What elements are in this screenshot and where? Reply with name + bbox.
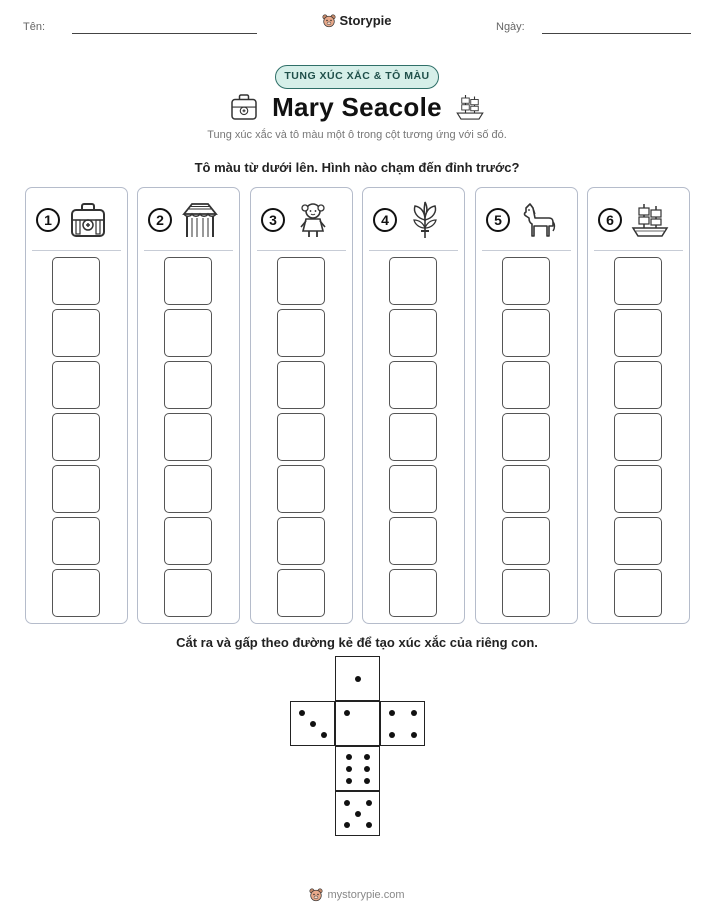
column-header (26, 188, 127, 250)
column-3 (250, 187, 353, 624)
color-cell[interactable] (164, 413, 212, 461)
dice-face-6[interactable] (335, 746, 380, 791)
column-5 (475, 187, 578, 624)
column-number: 1 (36, 208, 60, 232)
color-cell[interactable] (164, 309, 212, 357)
color-cell[interactable] (502, 257, 550, 305)
color-cell[interactable] (389, 361, 437, 409)
column-divider (257, 250, 346, 251)
color-cell[interactable] (52, 361, 100, 409)
horse-icon (518, 200, 558, 240)
color-cell[interactable] (164, 517, 212, 565)
color-cell[interactable] (52, 569, 100, 617)
footer-url[interactable]: mystorypie.com (327, 889, 405, 901)
name-label: Tên: (23, 21, 46, 33)
bear-logo-icon (322, 14, 336, 28)
color-cell[interactable] (502, 465, 550, 513)
color-cell[interactable] (389, 257, 437, 305)
color-cell[interactable] (164, 257, 212, 305)
color-cell[interactable] (614, 361, 662, 409)
color-cell[interactable] (389, 309, 437, 357)
column-header (363, 188, 464, 250)
market-stall-icon (180, 200, 220, 240)
dice-pip (344, 822, 350, 828)
column-4 (362, 187, 465, 624)
ship-icon (630, 200, 670, 240)
column-1 (25, 187, 128, 624)
bear-logo-icon (309, 888, 323, 902)
dice-pip (346, 778, 352, 784)
column-divider (32, 250, 121, 251)
dice-pip (344, 800, 350, 806)
color-cell[interactable] (277, 361, 325, 409)
brand-name: Storypie (339, 13, 392, 28)
dice-pip (344, 710, 350, 716)
brand-logo (0, 13, 714, 33)
column-divider (594, 250, 683, 251)
dice-pip (366, 822, 372, 828)
column-number: 3 (261, 208, 285, 232)
dice-face-4[interactable] (380, 701, 425, 746)
dice-pip (364, 766, 370, 772)
color-cell[interactable] (389, 569, 437, 617)
color-cell[interactable] (164, 465, 212, 513)
dice-pip (355, 676, 361, 682)
medical-bag-icon (68, 200, 108, 240)
color-cell[interactable] (389, 413, 437, 461)
column-header (476, 188, 577, 250)
color-cell[interactable] (502, 309, 550, 357)
column-header (251, 188, 352, 250)
color-cell[interactable] (614, 569, 662, 617)
column-6 (587, 187, 690, 624)
color-cell[interactable] (614, 257, 662, 305)
color-cell[interactable] (389, 517, 437, 565)
subtitle: Tung xúc xắc và tô màu một ô trong cột tương ứng với số đó. (207, 129, 507, 141)
herbs-icon (405, 200, 445, 240)
color-cell[interactable] (277, 517, 325, 565)
color-cell[interactable] (164, 361, 212, 409)
column-number: 4 (373, 208, 397, 232)
dice-pip (346, 766, 352, 772)
ship-icon (454, 92, 486, 122)
color-cell[interactable] (614, 517, 662, 565)
column-divider (369, 250, 458, 251)
color-cell[interactable] (277, 569, 325, 617)
column-divider (144, 250, 233, 251)
color-cell[interactable] (614, 309, 662, 357)
dice-face-3[interactable] (290, 701, 335, 746)
footer (0, 888, 714, 905)
color-cell[interactable] (52, 465, 100, 513)
color-cell[interactable] (277, 465, 325, 513)
color-cell[interactable] (52, 517, 100, 565)
column-number: 6 (598, 208, 622, 232)
date-line[interactable] (542, 33, 691, 34)
dice-face-5[interactable] (335, 791, 380, 836)
color-cell[interactable] (277, 413, 325, 461)
name-line[interactable] (72, 33, 257, 34)
dice-pip (366, 800, 372, 806)
activity-badge: TUNG XÚC XẮC & TÔ MÀU (275, 65, 439, 89)
color-cell[interactable] (164, 569, 212, 617)
column-header (138, 188, 239, 250)
dice-pip (321, 732, 327, 738)
dice-pip (299, 710, 305, 716)
color-cell[interactable] (614, 465, 662, 513)
date-label: Ngày: (496, 21, 525, 33)
color-cell[interactable] (502, 361, 550, 409)
dice-instruction: Cắt ra và gấp theo đường kẻ để tạo xúc xắc của riêng con. (176, 635, 538, 650)
color-cell[interactable] (502, 569, 550, 617)
dice-pip (389, 732, 395, 738)
page-title: Mary Seacole (272, 92, 442, 122)
column-divider (482, 250, 571, 251)
color-cell[interactable] (614, 413, 662, 461)
dice-pip (355, 811, 361, 817)
dice-pip (364, 754, 370, 760)
doll-icon (293, 200, 333, 240)
column-2 (137, 187, 240, 624)
dice-pip (364, 778, 370, 784)
color-cell[interactable] (52, 309, 100, 357)
dice-pip (310, 721, 316, 727)
dice-pip (411, 732, 417, 738)
color-cell[interactable] (277, 309, 325, 357)
column-header (588, 188, 689, 250)
color-cell[interactable] (52, 257, 100, 305)
dice-pip (411, 710, 417, 716)
dice-pip (346, 754, 352, 760)
color-cell[interactable] (502, 517, 550, 565)
column-number: 5 (486, 208, 510, 232)
column-number: 2 (148, 208, 172, 232)
dice-face-1[interactable] (335, 656, 380, 701)
color-cell[interactable] (277, 257, 325, 305)
color-cell[interactable] (502, 413, 550, 461)
color-cell[interactable] (52, 413, 100, 461)
coloring-instruction: Tô màu từ dưới lên. Hình nào chạm đến đỉnh trước? (194, 160, 520, 175)
color-cell[interactable] (389, 465, 437, 513)
dice-pip (389, 710, 395, 716)
dice-face-1[interactable] (335, 701, 380, 746)
